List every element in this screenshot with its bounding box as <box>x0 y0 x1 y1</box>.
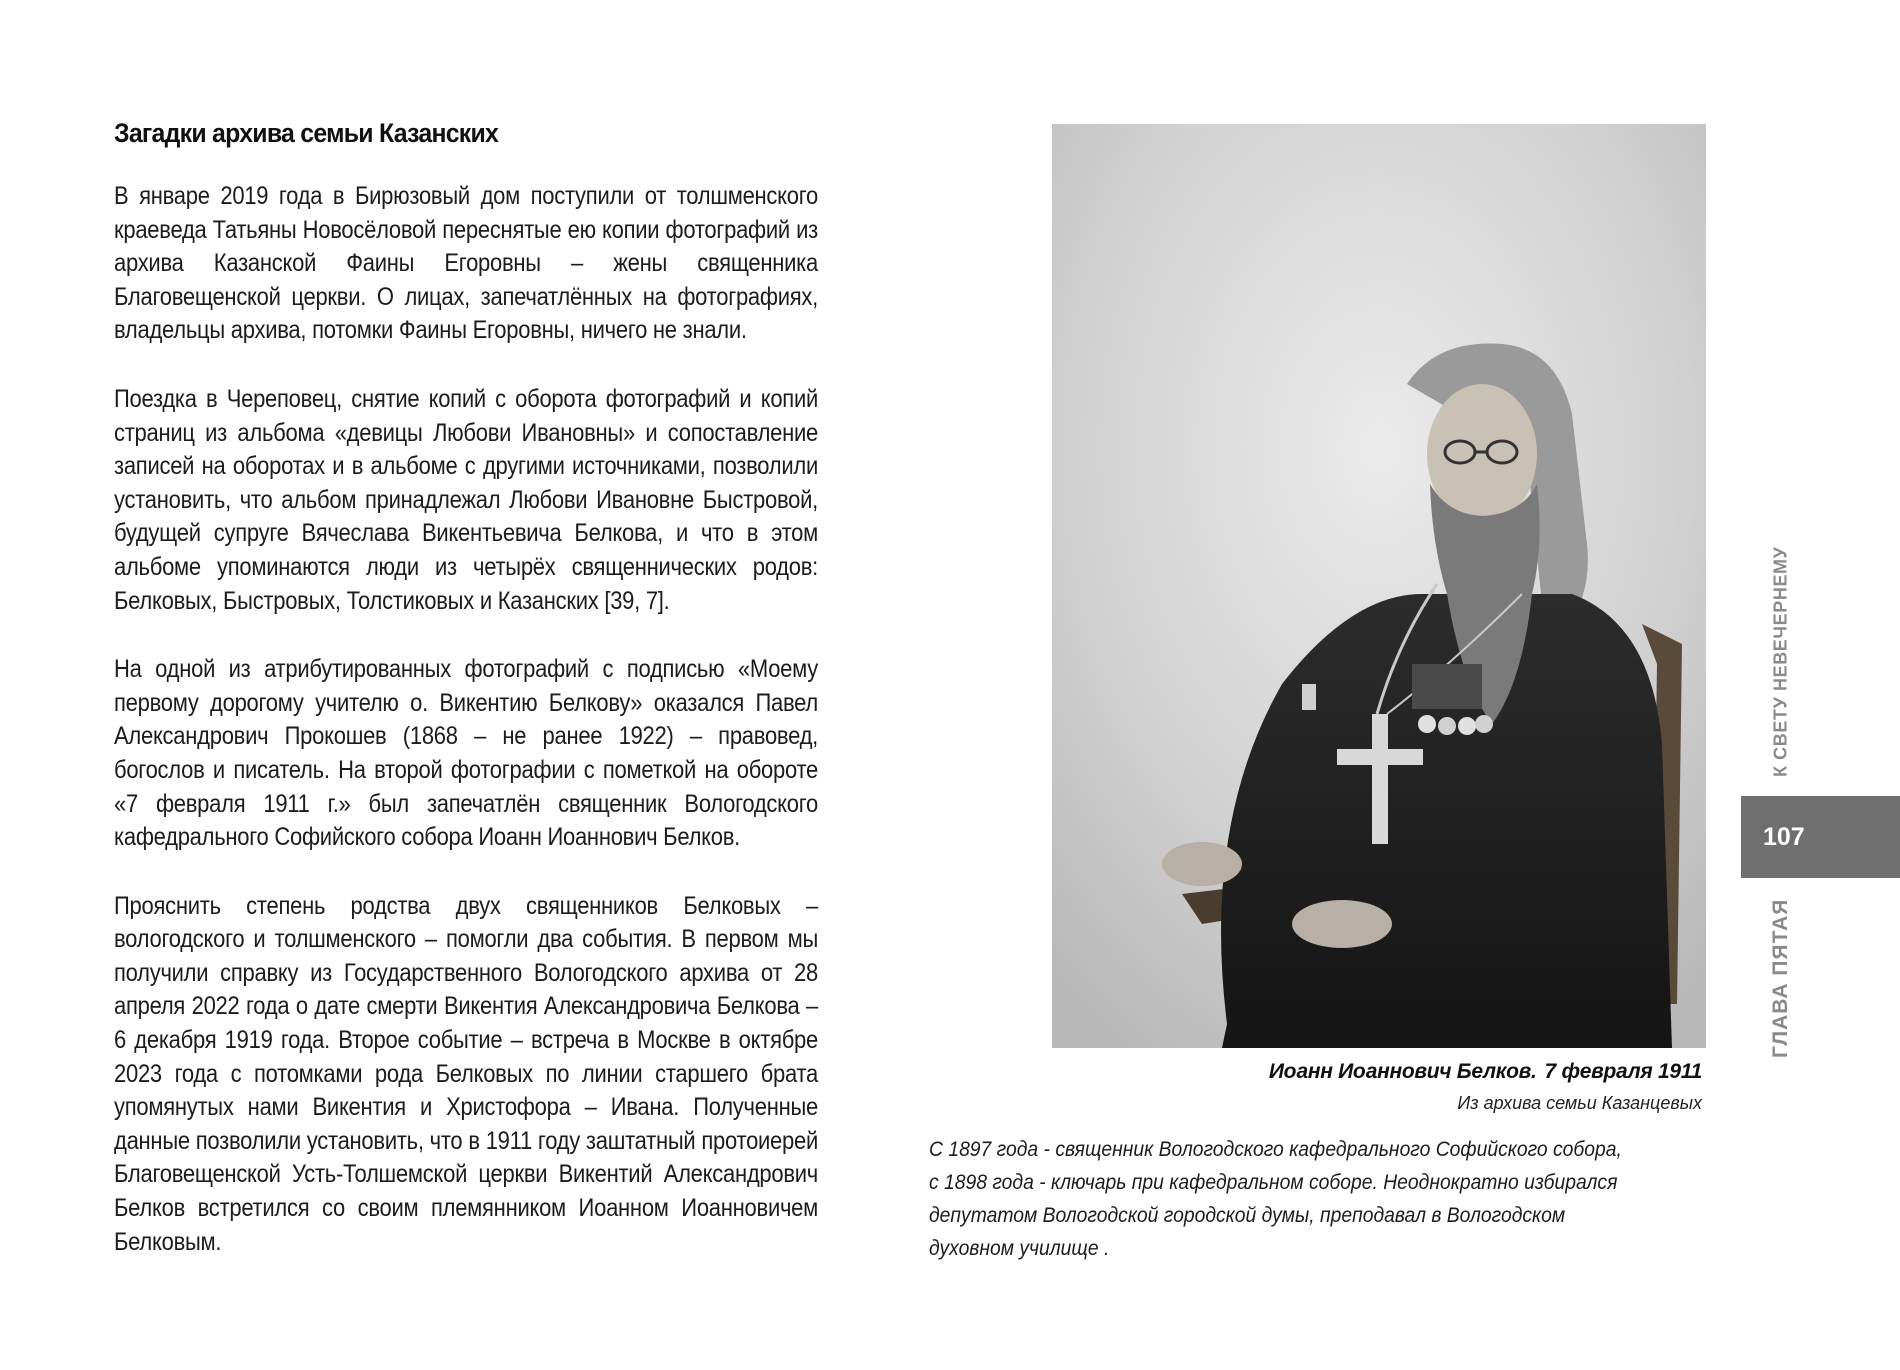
badge-icon <box>1302 684 1316 710</box>
paragraph-3: На одной из атрибутированных фотографий с подписью «Моему первому дорогому учителю о. Викентию Белкову» оказался Павел Александрович Прокошев (1868 – не ранее 1922) – правовед, богослов и писатель. На второй фотографии с пометкой на обороте «7 февраля 1911 г.» был запечатлён священник Вологодского кафедрального Софийского собора Иоанн Иоаннович Белков. <box>114 655 818 852</box>
right-hand <box>1292 900 1392 948</box>
article-body <box>114 180 818 1294</box>
page-number: 107 <box>1763 822 1805 851</box>
photo-title-name: Иоанн Иоаннович Белков. <box>1268 1060 1537 1083</box>
paragraph-1: В январе 2019 года в Бирюзовый дом поступили от толшменского краеведа Татьяны Новосёловой переснятые ею копии фотографий из архива Казанской Фаины Егоровны – жены священника Благовещенской церкви. О лицах, запечатлённых на фотографиях, владельцы архива, потомки Фаины Егоровны, ничего не знали. <box>114 182 818 345</box>
article-heading: Загадки архива семьи Казанских <box>114 118 499 148</box>
paragraph-2: Поездка в Череповец, снятие копий с оборота фотографий и копий страниц из альбома «девицы Любови Ивановны» и сопоставление записей на оборотах и в альбоме с другими источниками, позволили установить, что альбом принадлежал Любови Ивановне Быстровой, будущей супруге Вячеслава Викентьевича Белкова, и что в этом альбоме упоминаются люди из четырёх священнических родов: Белковых, Быстровых, Толстиковых и Казанских [39, 7]. <box>114 384 818 615</box>
chapter-text: ГЛАВА ПЯТАЯ <box>1769 898 1792 1058</box>
running-book-title <box>1766 546 1796 777</box>
running-chapter-title <box>1766 893 1796 1058</box>
photo-title <box>1269 1060 1702 1084</box>
photo-caption: С 1897 года - священник Вологодского кафедрального Софийского собора, с 1898 года - ключарь при кафедральном соборе. Неоднократно избирался депутатом Вологодской городской думы, преподавал в Вологодском духовном училище . <box>929 1138 1622 1260</box>
photo-title-date: 7 февраля 1911 <box>1544 1060 1702 1083</box>
page-number-tab <box>1741 796 1900 878</box>
book-title-text: К СВЕТУ НЕВЕЧЕРНЕМУ <box>1770 546 1791 777</box>
medals-icon <box>1412 664 1493 735</box>
left-hand <box>1162 842 1242 886</box>
portrait-illustration <box>1052 124 1706 1048</box>
photo-source: Из архива семьи Казанцевых <box>1457 1093 1702 1113</box>
priest-portrait-photo <box>1052 124 1706 1048</box>
paragraph-4: Прояснить степень родства двух священников Белковых – вологодского и толшменского – помогли два события. В первом мы получили справку из Государственного Вологодского архива от 28 апреля 2022 года о дате смерти Викентия Александровича Белкова – 6 декабря 1919 года. Второе событие – встреча в Москве в октябре 2023 года с потомками рода Белковых по линии старшего брата упомянутых нами Викентия и Христофора – Ивана. Полученные данные позволили установить, что в 1911 году заштатный протоиерей Благовещенской Усть-Толшемской церкви Викентий Александрович Белков встретился со своим племянником Иоанном Иоанновичем Белковым. <box>114 891 818 1256</box>
